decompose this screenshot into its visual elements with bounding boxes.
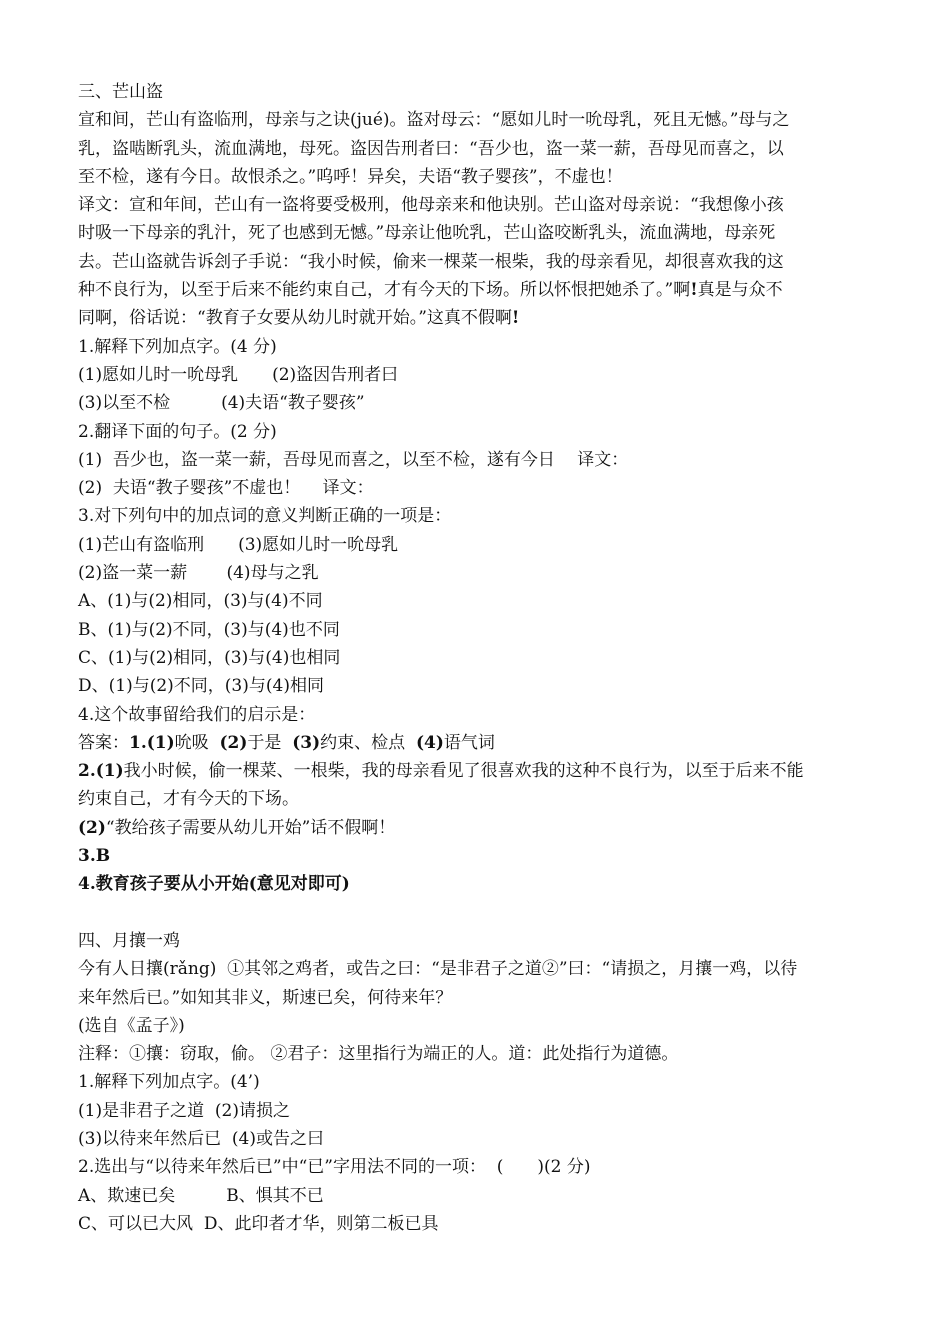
- original-text-line: 乳，盗啮断乳头，流血满地，母死。盗因告刑者曰：“吾少也，盗一菜一薪，吾母见而喜之，以: [78, 138, 784, 159]
- question-line: (1)芒山有盗临刑 (3)愿如儿时一吮母乳: [78, 534, 399, 555]
- answer-number: (2): [219, 732, 248, 753]
- original-text-line: 宣和间，芒山有盗临刑，母亲与之诀(jué)。盗对母云：“愿如儿时一吮母乳，死且无憾。”母与之: [78, 110, 790, 131]
- answer-number: 4.: [78, 874, 96, 895]
- answer-number: (2): [78, 817, 106, 838]
- exclamation-mark: !: [690, 280, 698, 301]
- original-text-line: 至不检，遂有今日。故恨杀之。”呜呼！异矣，夫语“教子婴孩”，不虚也！: [78, 166, 623, 187]
- answer-text: 我小时候，偷一棵菜、一根柴，我的母亲看见了很喜欢我的这种不良行为，以至于后来不能: [123, 761, 804, 782]
- source-line: (选自《孟子》): [78, 1015, 185, 1036]
- question-line: 2.翻译下面的句子。(2 分): [78, 421, 277, 442]
- section-spacer: [78, 899, 878, 927]
- option-a: A、(1)与(2)相同，(3)与(4)不同: [78, 591, 323, 612]
- answer-line-2: [78, 757, 878, 785]
- document-page: [78, 78, 878, 1238]
- question-line: (1)是非君子之道 (2)请损之: [78, 1100, 290, 1121]
- answer-line-4: [78, 870, 878, 898]
- question-line: (3)以待来年然后已 (4)或告之曰: [78, 1128, 324, 1149]
- translation-line: 去。芒山盗就告诉刽子手说：“我小时候，偷来一棵菜一根柴，我的母亲看见，却很喜欢我的这: [78, 251, 784, 272]
- section3-title: 三、芒山盗: [78, 82, 163, 102]
- question-line: 4.这个故事留给我们的启示是：: [78, 704, 316, 725]
- original-text-line: 今有人日攘(rǎng) ①其邻之鸡者，或告之曰：“是非君子之道②”曰：“请损之，月攘一鸡，以待: [78, 959, 798, 980]
- answer-line-2-cont: 约束自己，才有今天的下场。: [78, 789, 299, 810]
- question-line: 1.解释下列加点字。(4 分): [78, 336, 277, 357]
- option-c: C、(1)与(2)相同，(3)与(4)也相同: [78, 647, 341, 668]
- question-line: 2.选出与“以待来年然后已”中“已”字用法不同的一项： ( )(2 分): [78, 1157, 591, 1178]
- answer-line-2b: [78, 814, 878, 842]
- translation-line: [78, 304, 878, 332]
- question-line: 1.解释下列加点字。(4’): [78, 1072, 260, 1093]
- translation-line: 时吸一下母亲的乳汁，死了也感到无憾。”母亲让他吮乳，芒山盗咬断乳头，流血满地，母亲死: [78, 223, 776, 244]
- translation-text: 同啊，俗话说：“教育子女要从幼儿时就开始。”这真不假啊: [78, 308, 512, 329]
- answer-text: 于是: [247, 732, 293, 753]
- question-line: (2) 夫语“教子婴孩”不虚也！ 译文：: [78, 478, 374, 499]
- option-d: D、(1)与(2)不同，(3)与(4)相同: [78, 676, 324, 697]
- translation-line: 译文：宣和年间，芒山有一盗将要受极刑，他母亲来和他诀别。芒山盗对母亲说：“我想像小孩: [78, 195, 784, 216]
- translation-line: [78, 276, 878, 304]
- answer-prefix: 答案：: [78, 732, 129, 753]
- answer-text: 吮吸: [174, 732, 220, 753]
- section4-title: 四、月攘一鸡: [78, 930, 180, 951]
- option-line: C、可以已大风 D、此印者才华，则第二板已具: [78, 1213, 439, 1234]
- exclamation-mark: !: [511, 308, 520, 329]
- answer-text: “教给孩子需要从幼儿开始”话不假啊！: [105, 817, 396, 838]
- original-text-line: 来年然后已。”如知其非义，斯速已矣，何待来年？: [78, 987, 453, 1008]
- answer-number: 1.(1): [129, 732, 175, 753]
- answer-text: 语气词: [443, 732, 495, 753]
- question-line: (1)愿如儿时一吮母乳 (2)盗因告刑者曰: [78, 364, 399, 385]
- answer-line-3: 3.B: [78, 846, 111, 867]
- option-b: B、(1)与(2)不同，(3)与(4)也不同: [78, 619, 340, 640]
- question-line: 3.对下列句中的加点词的意义判断正确的一项是：: [78, 506, 452, 527]
- question-line: (3)以至不检 (4)夫语“教子婴孩”: [78, 393, 365, 414]
- question-line: (2)盗一菜一薪 (4)母与之乳: [78, 563, 319, 584]
- answer-number: (4): [415, 732, 444, 753]
- note-line: 注释：①攘：窃取，偷。 ②君子：这里指行为端正的人。道：此处指行为道德。: [78, 1044, 679, 1065]
- translation-text: 种不良行为，以至于后来不能约束自己，才有今天的下场。所以怀恨把她杀了。”啊: [78, 280, 691, 301]
- translation-text: 真是与众不: [697, 280, 783, 301]
- answer-number: 2.(1): [78, 761, 124, 782]
- answer-number: (3): [292, 732, 321, 753]
- option-line: A、欺速已矣 B、惧其不已: [78, 1185, 324, 1206]
- answer-text: 约束、检点: [320, 732, 416, 753]
- answer-line-1: [78, 729, 878, 757]
- question-line: (1) 吾少也，盗一菜一薪，吾母见而喜之，以至不检，遂有今日 译文：: [78, 449, 629, 470]
- answer-text: 教育孩子要从小开始(意见对即可): [95, 874, 350, 895]
